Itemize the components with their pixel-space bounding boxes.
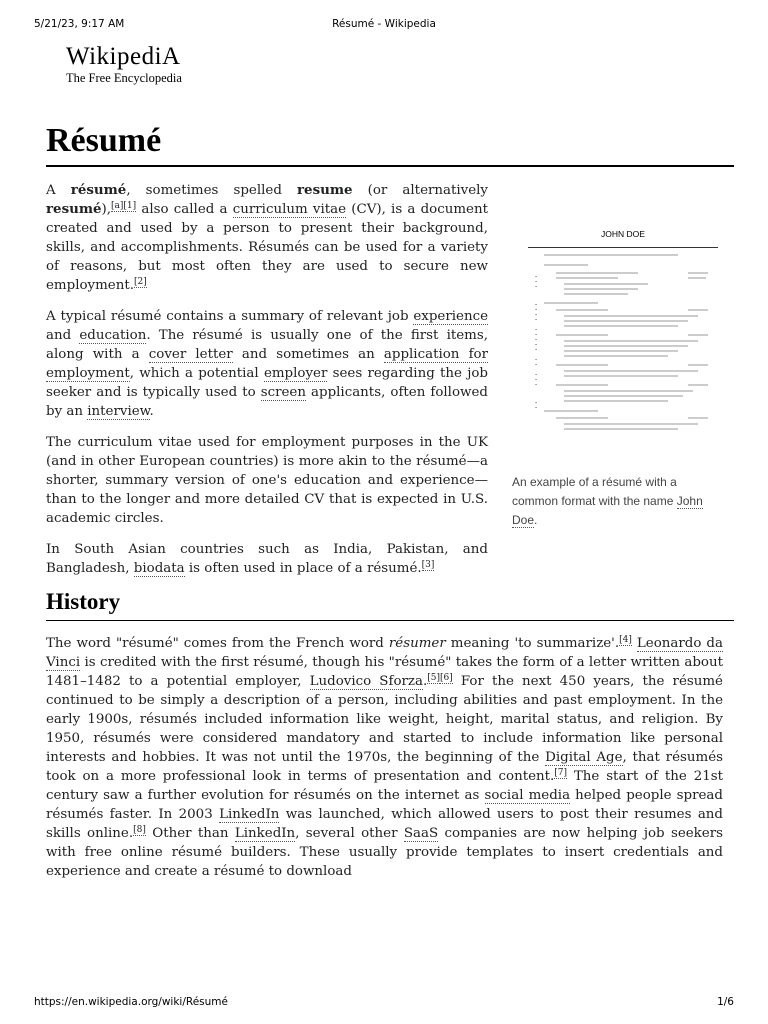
intro-section (46, 181, 488, 590)
title-divider (46, 165, 734, 167)
link-linkedin-2[interactable]: LinkedIn (234, 826, 296, 841)
footnote-ref-1[interactable]: [1] (123, 200, 137, 211)
link-experience[interactable]: experience (413, 309, 488, 324)
footnote-ref-3[interactable]: [3] (421, 559, 435, 570)
page-title: Résumé (46, 122, 162, 159)
link-digital-age[interactable]: Digital Age (545, 750, 623, 765)
link-leonardo-da-vinci[interactable]: Leonardo da Vinci (46, 636, 723, 670)
intro-paragraph-3: The curriculum vitae used for employment purposes in the UK (and in other European countries) is more akin to the résumé—a shorter, summary version of one's education and experience—than to the longer and more detailed CV that is expected in U.S. academic circles. (46, 435, 488, 526)
history-divider (46, 620, 734, 621)
footnote-ref-2[interactable]: [2] (134, 276, 147, 287)
resume-text-lines-graphic (528, 251, 718, 451)
footnote-ref-4[interactable]: [4] (619, 634, 632, 645)
link-biodata[interactable]: biodata (133, 561, 185, 576)
figure-caption: An example of a résumé with a common format with the name John Doe. (512, 475, 703, 527)
history-section (46, 634, 723, 881)
intro-paragraph-2: A typical résumé contains a summary of relevant job experience and education. The résumé is usually one of the first items, along with a cover letter and sometimes an application for employment, which a potential employer sees regarding the job seeker and is typically used to screen applicants, often followed by an interview. (46, 309, 489, 419)
resume-example-name: JOHN DOE (601, 229, 645, 239)
print-datetime: 5/21/23, 9:17 AM (34, 18, 125, 30)
resume-example-image[interactable] (528, 225, 718, 465)
intro-paragraph-4: In South Asian countries such as India, Pakistan, and Bangladesh, biodata is often used in place of a résumé.[3] (46, 542, 488, 576)
print-page-title: Résumé - Wikipedia (332, 18, 436, 30)
link-cover-letter[interactable]: cover letter (148, 347, 233, 362)
footnote-ref-8[interactable]: [8] (133, 824, 146, 835)
footnote-ref-7[interactable]: [7] (554, 767, 568, 778)
intro-paragraph-1: A résumé, sometimes spelled resume (or alternatively resumé),[a][1] also called a curriculum vitae (CV), is a document created and used by a person to present their background, skills, and accomplishments. Résumés can be used for a variety of reasons, but most often they are used to secure new employment.[2] (46, 182, 488, 293)
logo-tagline: The Free Encyclopedia (66, 71, 182, 85)
print-url: https://en.wikipedia.org/wiki/Résumé (34, 996, 228, 1008)
link-linkedin[interactable]: LinkedIn (219, 807, 280, 822)
link-social-media[interactable]: social media (484, 788, 571, 803)
link-ludovico-sforza[interactable]: Ludovico Sforza (309, 674, 423, 689)
link-education[interactable]: education (79, 328, 147, 343)
footnote-ref-5[interactable]: [5] (427, 672, 440, 683)
resume-figure (512, 225, 722, 530)
link-saas[interactable]: SaaS (403, 826, 439, 841)
history-heading: History (46, 589, 121, 614)
history-paragraph: The word "résumé" comes from the French word résumer meaning 'to summarize'.[4] Leonardo da Vinci is credited with the first résumé, though his "résumé" takes the form of a letter written about 1481–1482 to a potential employer, Ludovico Sforza.[5][6] For the next 450 years, the résumé continued to be simply a description of a person, including abilities and past employment. In the early 1900s, résumés included information like weight, height, marital status, and religion. By 1950, résumés were considered mandatory and started to include information like personal interests and hobbies. It was not until the 1970s, the beginning of the Digital Age, that résumés took on a more professional look in terms of presentation and content.[7] The start of the 21st century saw a further evolution for résumés on the internet as social media helped people spread résumés faster. In 2003 LinkedIn was launched, which allowed users to post their resumes and skills online.[8] Other than LinkedIn, several other SaaS companies are now helping job seekers with free online résumé builders. These usually provide templates to insert credentials and experience and create a résumé to download (46, 634, 724, 879)
link-application-for-employment[interactable]: application for employment (46, 347, 489, 381)
link-john-doe[interactable]: John Doe (512, 494, 703, 527)
link-employer[interactable]: employer (263, 366, 328, 381)
link-curriculum-vitae[interactable]: curriculum vitae (232, 202, 347, 217)
print-page-number: 1/6 (717, 996, 734, 1008)
wikipedia-logo[interactable] (66, 44, 182, 86)
link-screen[interactable]: screen (260, 385, 306, 400)
logo-wordmark: WikipediA (66, 43, 181, 70)
print-footer (34, 996, 734, 1010)
link-interview[interactable]: interview (87, 404, 150, 419)
footnote-ref-a[interactable]: [a] (111, 200, 124, 211)
footnote-ref-6[interactable]: [6] (439, 672, 453, 683)
print-header (34, 18, 734, 32)
